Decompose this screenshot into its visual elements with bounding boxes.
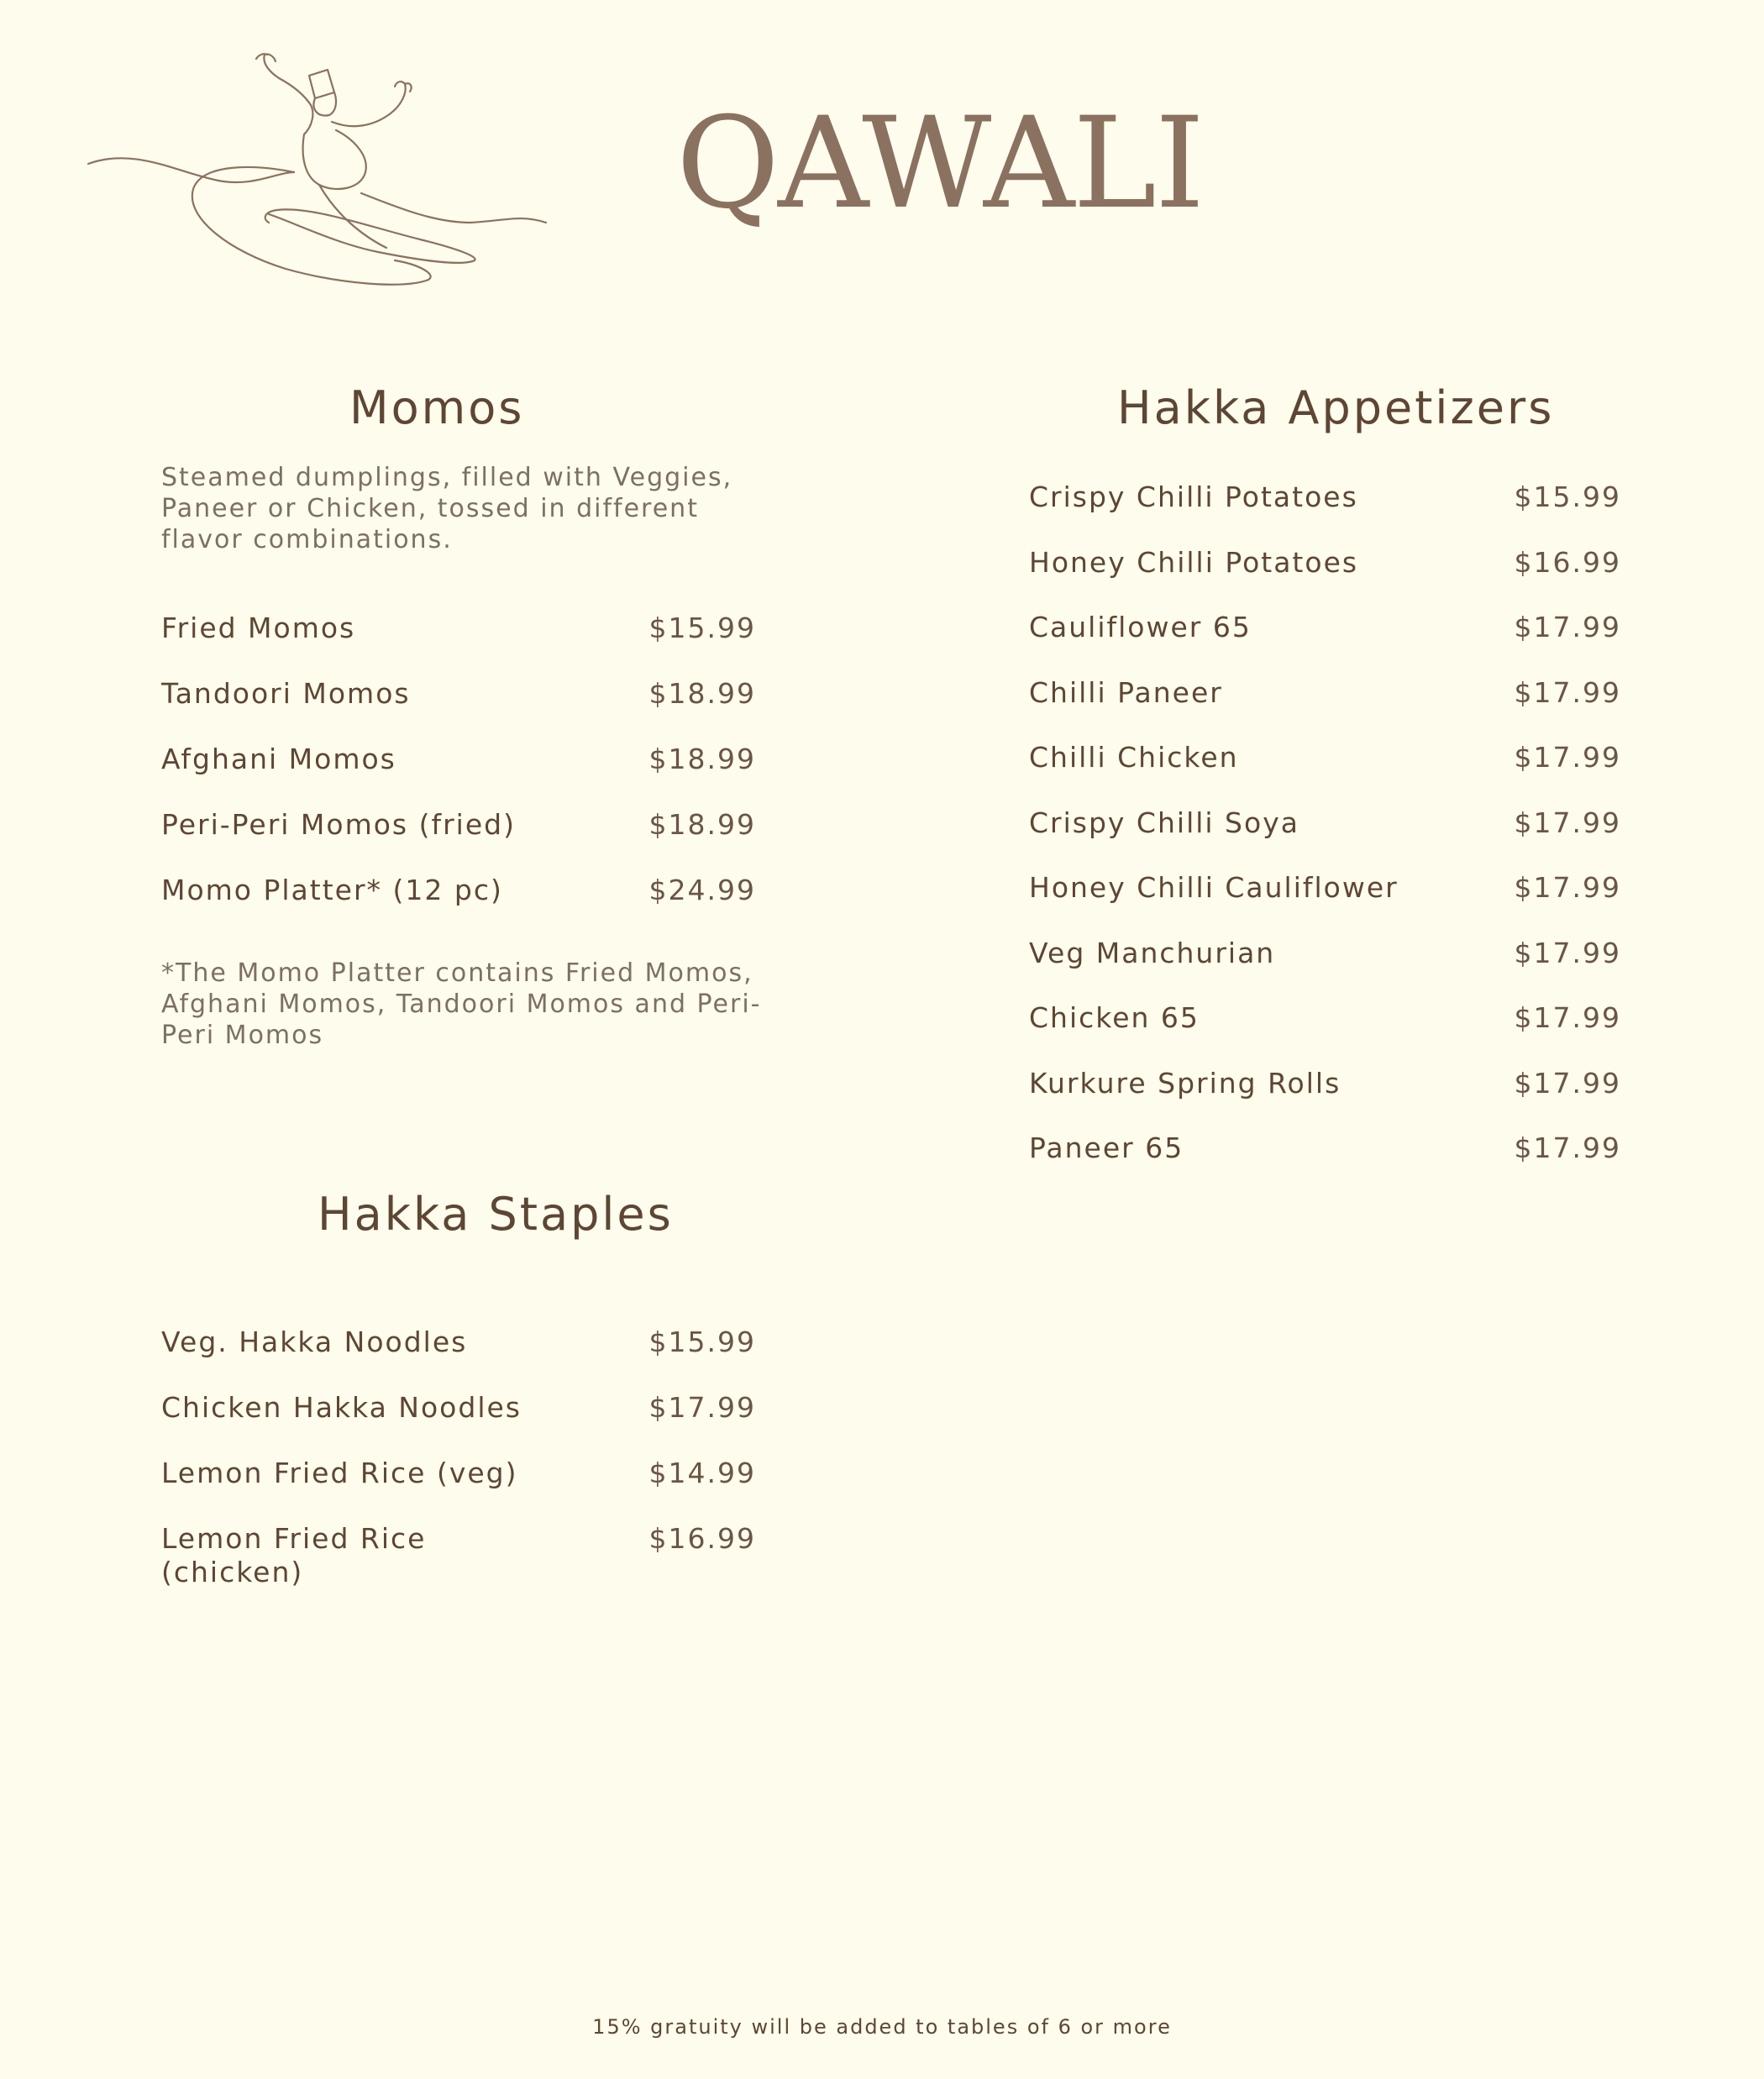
- menu-item-name: Momo Platter* (12 pc): [161, 874, 503, 906]
- momos-description: Steamed dumplings, filled with Veggies, Paneer or Chicken, tossed in different flavor combinations.: [161, 463, 733, 554]
- menu-item: [161, 743, 756, 808]
- menu-item-price: $14.99: [648, 1457, 756, 1489]
- menu-item-price: $17.99: [1514, 806, 1621, 839]
- menu-item: [161, 677, 756, 743]
- menu-item-name: Kurkure Spring Rolls: [1029, 1066, 1341, 1100]
- menu-item-name: Chilli Chicken: [1029, 741, 1239, 774]
- menu-item: [1029, 480, 1621, 546]
- menu-item-name: Paneer 65: [1029, 1131, 1184, 1164]
- menu-item: [1029, 741, 1621, 806]
- gratuity-footer-note: 15% gratuity will be added to tables of 6 or more: [592, 2015, 1172, 2039]
- menu-item-name: Honey Chilli Potatoes: [1029, 545, 1359, 579]
- menu-item-price: $18.99: [648, 808, 756, 841]
- menu-item-price: $16.99: [648, 1522, 756, 1555]
- menu-item-price: $17.99: [1514, 1001, 1621, 1034]
- menu-item: [1029, 1131, 1621, 1197]
- section-title-momos: Momos: [349, 381, 525, 434]
- menu-item-name: Crispy Chilli Potatoes: [1029, 480, 1358, 513]
- menu-item: [161, 1326, 756, 1391]
- menu-item: [161, 808, 756, 874]
- menu-item: [161, 1391, 756, 1457]
- menu-item: [1029, 611, 1621, 676]
- menu-item: [1029, 546, 1621, 612]
- menu-item-name: Lemon Fried Rice (chicken): [161, 1522, 427, 1588]
- menu-item-price: $17.99: [1514, 741, 1621, 774]
- menu-item-price: $15.99: [648, 612, 756, 644]
- section-title-hakka-appetizers: Hakka Appetizers: [1117, 381, 1555, 434]
- menu-item: [1029, 937, 1621, 1002]
- menu-item-name: Afghani Momos: [161, 743, 396, 775]
- menu-item-price: $15.99: [1514, 480, 1621, 513]
- menu-item-price: $17.99: [1514, 871, 1621, 904]
- menu-item-price: $17.99: [1514, 1131, 1621, 1164]
- menu-item: [1029, 871, 1621, 937]
- menu-item: [161, 612, 756, 677]
- menu-item-price: $18.99: [648, 677, 756, 710]
- menu-item-name: Lemon Fried Rice (veg): [161, 1457, 518, 1489]
- menu-item-price: $17.99: [1514, 675, 1621, 709]
- menu-item-name: Fried Momos: [161, 612, 356, 644]
- whirling-dervish-logo-icon: [84, 46, 554, 307]
- hakka-staples-menu-list: [161, 1326, 756, 1588]
- menu-item: [1029, 1001, 1621, 1067]
- menu-item: [1029, 1067, 1621, 1132]
- menu-item-name: Chilli Paneer: [1029, 675, 1223, 709]
- menu-item: [161, 1522, 756, 1588]
- menu-item-name: Veg Manchurian: [1029, 936, 1276, 969]
- menu-item-name: Honey Chilli Cauliflower: [1029, 871, 1399, 904]
- menu-item-name: Chicken Hakka Noodles: [161, 1391, 522, 1424]
- menu-item-name: Chicken 65: [1029, 1001, 1200, 1034]
- menu-item: [1029, 676, 1621, 742]
- momos-menu-list: [161, 612, 756, 939]
- menu-item-name: Peri-Peri Momos (fried): [161, 808, 516, 841]
- menu-item-name: Crispy Chilli Soya: [1029, 806, 1299, 839]
- menu-item-price: $17.99: [648, 1391, 756, 1424]
- restaurant-logo-wordmark: QAWALI: [676, 91, 1204, 237]
- menu-item: [1029, 806, 1621, 872]
- section-title-hakka-staples: Hakka Staples: [318, 1188, 674, 1241]
- menu-item-price: $24.99: [648, 874, 756, 906]
- menu-item-price: $16.99: [1514, 545, 1621, 579]
- menu-item-name: Tandoori Momos: [161, 677, 411, 710]
- menu-item-price: $17.99: [1514, 1066, 1621, 1100]
- hakka-appetizers-menu-list: [1029, 480, 1621, 1197]
- menu-item-price: $17.99: [1514, 936, 1621, 969]
- menu-item-price: $17.99: [1514, 611, 1621, 643]
- menu-item-name: Veg. Hakka Noodles: [161, 1326, 468, 1358]
- menu-item-price: $15.99: [648, 1326, 756, 1358]
- momo-platter-note: *The Momo Platter contains Fried Momos, Afghani Momos, Tandoori Momos and Peri-Peri Momos: [161, 958, 762, 1050]
- menu-item-name: Cauliflower 65: [1029, 611, 1252, 643]
- menu-item-price: $18.99: [648, 743, 756, 775]
- menu-item: [161, 1457, 756, 1522]
- menu-item: [161, 874, 756, 939]
